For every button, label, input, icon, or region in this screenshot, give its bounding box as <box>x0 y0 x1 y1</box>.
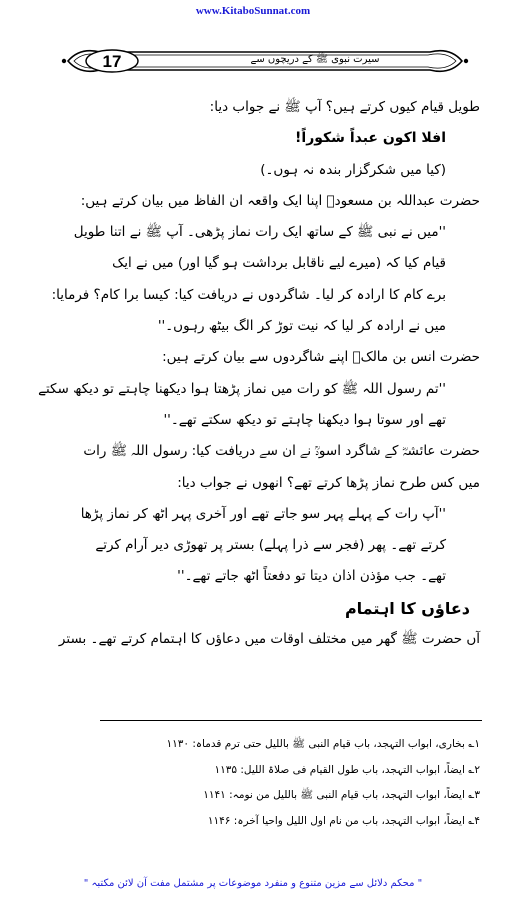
quote-line: کرتے تھے۔ پھر (فجر سے ذرا پہلے) بستر پر تھوڑی دیر آرام کرتے <box>95 537 446 554</box>
footnote: ۳؎ ایضاً، ابواب التہجد، باب قیام النبی ﷺ باللیل من نومہ: ۱۱۴۱ <box>203 789 480 801</box>
section-heading: دعاؤں کا اہتمام <box>344 598 470 618</box>
body-line: طویل قیام کیوں کرتے ہیں؟ آپ ﷺ نے جواب دیا: <box>209 99 480 115</box>
quote-line: ''آپ رات کے پہلے پہر سو جاتے تھے اور آخری پہر اٹھ کر نماز پڑھا <box>80 505 446 522</box>
footnote-divider <box>100 720 482 721</box>
quote-line: تھے اور سوتا ہوا دیکھنا چاہتے تو دیکھ سکتے تھے۔'' <box>163 411 446 428</box>
footer-library-note[interactable]: " محکم دلائل سے مزین متنوع و منفرد موضوعات پر مشتمل مفت آن لائن مکتبہ " <box>83 878 423 889</box>
quote-line: برے کام کا ارادہ کر لیا۔ شاگردوں نے دریافت کیا: کیسا برا کام؟ فرمایا: <box>51 286 446 303</box>
page-body <box>38 92 480 655</box>
body-line: حضرت عائشہؓ کے شاگرد اسودؒ نے ان سے دریافت کیا: رسول اللہ ﷺ رات <box>83 443 480 460</box>
translation-line: (کیا میں شکرگزار بندہ نہ ہوں۔) <box>260 161 446 178</box>
footnote: ۴؎ ایضاً، ابواب التہجد، باب من نام اول اللیل واحیا آخرہ: ۱۱۴۶ <box>207 814 480 827</box>
footnote: ۱؎ بخاری، ابواب التہجد، باب قیام النبی ﷺ باللیل حتی ترم قدماہ: ۱۱۳۰ <box>166 738 480 750</box>
footnote: ۲؎ ایضاً، ابواب التہجد، باب طول القیام فی صلاۃ اللیل: ۱۱۳۵ <box>214 763 480 776</box>
quote-line: قیام کیا کہ (میرے لیے ناقابل برداشت ہو گیا اور) میں نے ایک <box>112 255 446 272</box>
page-number: 17 <box>102 52 122 71</box>
body-line: حضرت انس بن مالکؓ اپنے شاگردوں سے بیان کرتے ہیں: <box>162 349 480 366</box>
quote-line: تھے۔ جب مؤذن اذان دیتا تو دفعتاً اٹھ جاتے تھے۔'' <box>177 568 446 585</box>
arabic-quote: افلا اکون عبداً شکوراً! <box>295 130 446 147</box>
quote-line: ''میں نے نبی ﷺ کے ساتھ ایک رات نماز پڑھی۔ آپ ﷺ نے اتنا طویل <box>73 224 446 241</box>
body-line: میں کس طرح نماز پڑھا کرتے تھے؟ انھوں نے جواب دیا: <box>177 474 480 491</box>
running-title: سیرت نبوی ﷺ کے دریچوں سے <box>250 54 380 65</box>
body-line: حضرت عبداللہ بن مسعودؓ اپنا ایک واقعہ ان الفاظ میں بیان کرتے ہیں: <box>80 192 480 209</box>
quote-line: ''تم رسول اللہ ﷺ کو رات میں نماز پڑھتا ہوا دیکھنا چاہتے تو دیکھ سکتے <box>38 380 446 397</box>
footnotes <box>150 732 480 834</box>
quote-line: میں نے ارادہ کر لیا کہ نیت توڑ کر الگ بیٹھ رہوں۔'' <box>157 318 446 335</box>
site-url[interactable]: www.KitaboSunnat.com <box>195 5 311 17</box>
body-line: آں حضرت ﷺ گھر میں مختلف اوقات میں دعاؤں کا اہتمام کرتے تھے۔ بستر <box>58 631 480 648</box>
